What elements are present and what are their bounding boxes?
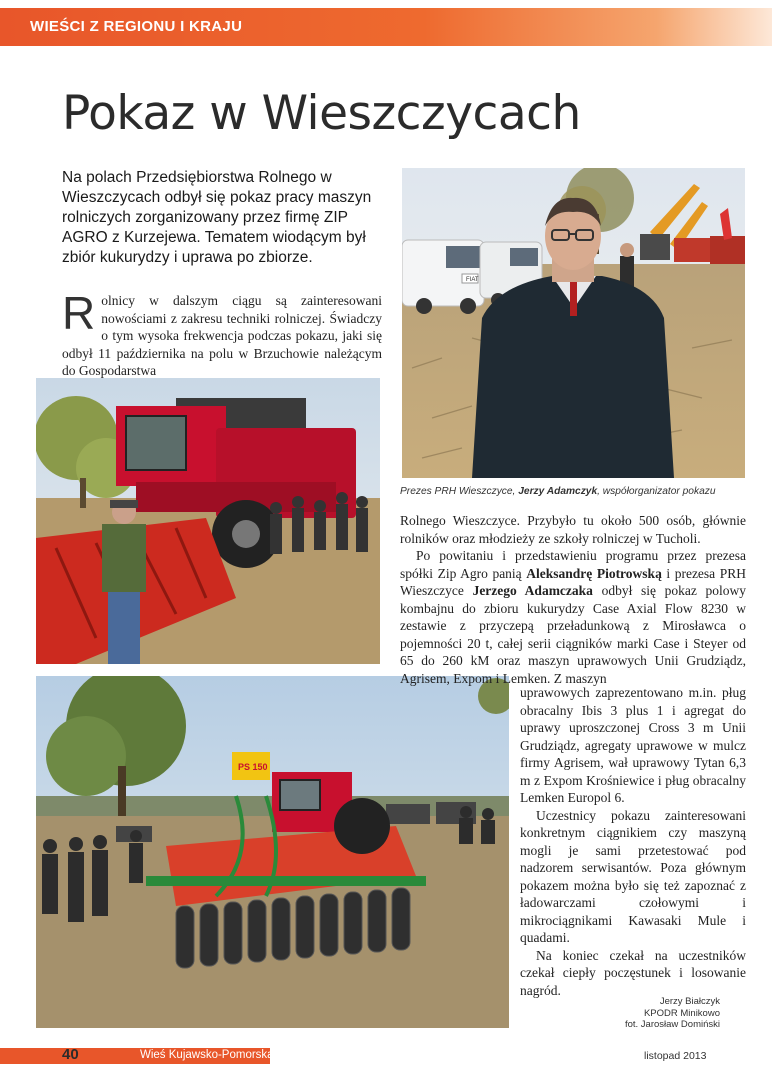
caption-name: Jerzy Adamczyk [518, 486, 598, 497]
caption-text-end: , współorganizator pokazu [597, 486, 716, 497]
article-body-bottom [520, 684, 746, 999]
paragraph-1: Rolnego Wieszczyce. Przybyło tu około 500 osób, głównie rolników oraz młodzieży ze szkoły rolniczej w Tucholi. [400, 513, 746, 546]
photo-president [402, 168, 745, 478]
caption-text: Prezes PRH Wieszczyce, [400, 486, 519, 497]
page-number: 40 [62, 1046, 79, 1063]
article-title: Pokaz w Wieszczycach [62, 86, 581, 141]
section-label: WIEŚCI Z REGIONU I KRAJU [30, 18, 243, 35]
photo-caption [400, 486, 745, 497]
article-lead: Na polach Przedsiębiorstwa Rolnego w Wieszczycach odbył się pokaz pracy maszyn rolniczych zorganizowany przez firmę ZIP AGRO z Kurzejewa. Tematem wiodącym był zbiór kukurydzy i uprawa po zbiorze. [62, 169, 372, 266]
issue-date: listopad 2013 [644, 1050, 707, 1062]
author-organization: KPODR Minikowo [643, 1007, 720, 1019]
paragraph-4: Na koniec czekał na uczestników czekał ciepły poczęstunek i losowanie nagród. [520, 947, 746, 998]
drop-cap: R [62, 287, 96, 339]
photo-combine-harvester [36, 378, 380, 664]
svg-text:PS 150: PS 150 [238, 762, 268, 772]
intro-text: olnicy w dalszym ciągu są zainteresowani nowościami z zakresu techniki rolniczej. Świadczy o tym wysoka frekwencja podczas pokazu, jaki się odbył 11 października na polu w Brzuchowie należącym do Gospodarstwa [62, 293, 382, 378]
magazine-name: Wieś Kujawsko-Pomorska [140, 1049, 274, 1061]
photo-credit: fot. Jarosław Domiński [624, 1019, 720, 1030]
paragraph-2-continued: uprawowych zaprezentowano m.in. pług obracalny Ibis 3 plus 1 i agregat do uprawy uproszczonej Cross 3 m Unii Grudziądz, agregaty uprawowe w mulcz firmy Agrisem, wał uprawowy Tytan 6,3 m z Expom Krośniewice i pług obracalny Lemken Europol 6. [520, 685, 746, 805]
svg-text:FIAT: FIAT [466, 277, 479, 283]
author-name: Jerzy Białczyk [659, 996, 720, 1007]
photo-tractor-cultivator [36, 676, 509, 1028]
paragraph-3: Uczestnicy pokazu zainteresowani konkretnym ciągnikiem czy maszyną mogli je sami przetestować pod nadzorem serwisantów. Poza głównym pokazem można było się też zapoznać z ładowarczami czołowymi i mikrociągnikami Kawasaki Mule i quadami. [520, 807, 746, 945]
article-body-top [400, 512, 746, 687]
name-piotrowska: Aleksandrę Piotrowską [526, 565, 662, 581]
paragraph-2: Po powitaniu i przedstawieniu programu przez prezesa spółki Zip Agro panią Aleksandrę Piotrowską i prezesa PRH Wieszczyce Jerzego Adamczaka odbył się pokaz polowy kombajnu do zbioru kukurydzy Case Axial Flow 8230 w zestawie z przyczepą przeładunkową z Mirosławca o pojemności 20 t, całej serii ciągników marki Case i Steyer od 65 do 260 kM oraz maszyn uprawowych Unii Grudziądz, Agrisem, Expom i Lemken. Z maszyn [400, 548, 747, 686]
author-block [560, 996, 720, 1031]
name-adamczak: Jerzego Adamczaka [472, 583, 593, 598]
article-intro [62, 287, 382, 380]
